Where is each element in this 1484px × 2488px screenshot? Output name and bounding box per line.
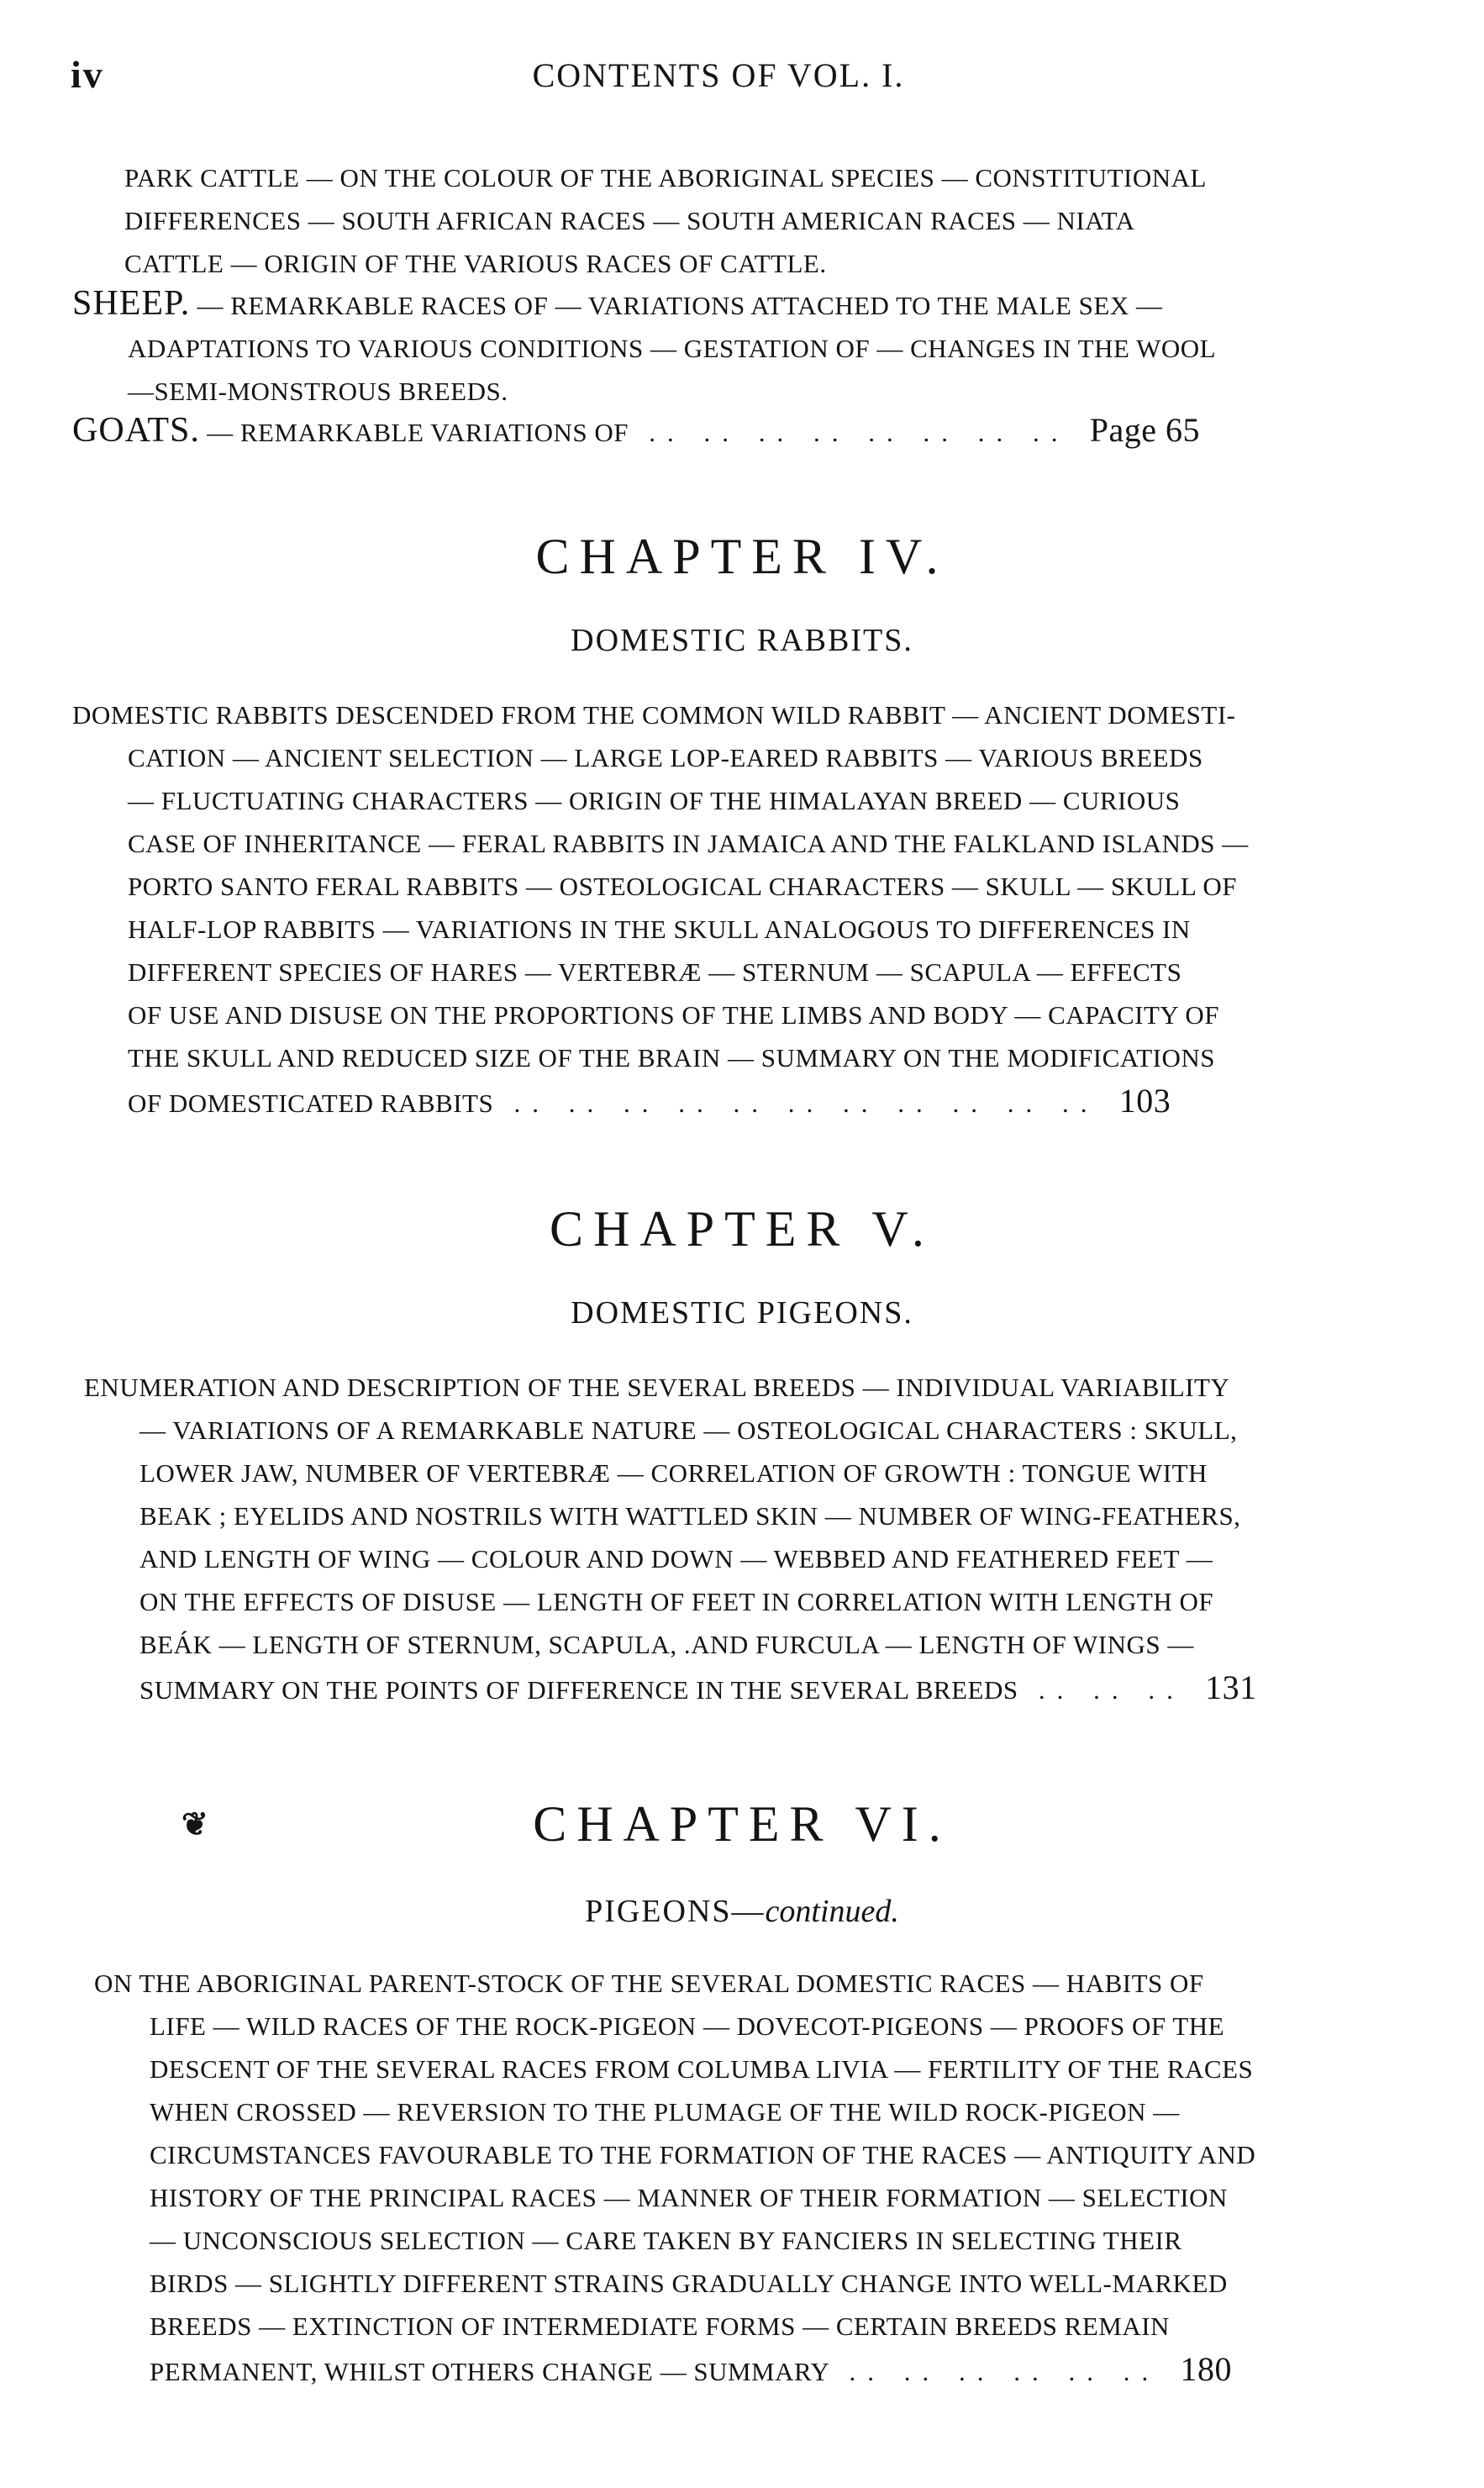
dot-leader: .. .. .. .. .. .. bbox=[849, 2357, 1160, 2386]
entry-line: — VARIATIONS OF A REMARKABLE NATURE — OSTEOLOGICAL CHARACTERS : SKULL, bbox=[139, 1415, 1238, 1445]
entry-line: ADAPTATIONS TO VARIOUS CONDITIONS — GESTATION OF — CHANGES IN THE WOOL bbox=[128, 334, 1217, 363]
entry-line: —SEMI-MONSTROUS BREEDS. bbox=[128, 377, 508, 406]
entry-line bbox=[94, 2348, 1402, 2393]
entry-line: OF USE AND DISUSE ON THE PROPORTIONS OF THE LIMBS AND BODY — CAPACITY OF bbox=[128, 1000, 1220, 1030]
entry-text: SUMMARY ON THE POINTS OF DIFFERENCE IN THE SEVERAL BREEDS bbox=[139, 1675, 1018, 1705]
entry-line: CIRCUMSTANCES FAVOURABLE TO THE FORMATION OF THE RACES — ANTIQUITY AND bbox=[150, 2140, 1256, 2169]
entry-line: BEAK ; EYELIDS AND NOSTRILS WITH WATTLED SKIN — NUMBER OF WING-FEATHERS, bbox=[139, 1501, 1241, 1531]
chapter-title: CHAPTER V. bbox=[550, 1201, 934, 1257]
dot-leader: .. .. .. bbox=[1038, 1675, 1185, 1705]
entry-line: LIFE — WILD RACES OF THE ROCK-PIGEON — DOVECOT-PIGEONS — PROOFS OF THE bbox=[150, 2011, 1225, 2041]
entry-line: THE SKULL AND REDUCED SIZE OF THE BRAIN — SUMMARY ON THE MODIFICATIONS bbox=[128, 1043, 1215, 1073]
entry-line: — FLUCTUATING CHARACTERS — ORIGIN OF THE HIMALAYAN BREED — CURIOUS bbox=[128, 786, 1181, 815]
entry-line: ENUMERATION AND DESCRIPTION OF THE SEVERAL BREEDS — INDIVIDUAL VARIABILITY bbox=[84, 1373, 1230, 1402]
entry-line bbox=[72, 282, 1376, 327]
entry-line: PARK CATTLE — ON THE COLOUR OF THE ABORIGINAL SPECIES — CONSTITUTIONAL bbox=[124, 163, 1207, 192]
chapter-synopsis bbox=[94, 1962, 1402, 2393]
entry-line bbox=[84, 1666, 1395, 1711]
entry-text: PERMANENT, WHILST OTHERS CHANGE — SUMMARY bbox=[150, 2357, 829, 2386]
entry-lead: GOATS. bbox=[72, 411, 200, 450]
entry-line: PORTO SANTO FERAL RABBITS — OSTEOLOGICAL CHARACTERS — SKULL — SKULL OF bbox=[128, 872, 1238, 901]
entry-line: WHEN CROSSED — REVERSION TO THE PLUMAGE OF THE WILD ROCK-PIGEON — bbox=[150, 2097, 1180, 2127]
page-header bbox=[71, 52, 1366, 103]
entry-line bbox=[72, 409, 1376, 454]
entry-text-wrap bbox=[72, 411, 629, 450]
cattle-entry bbox=[124, 156, 1376, 285]
entry-line: LOWER JAW, NUMBER OF VERTEBRÆ — CORRELATION OF GROWTH : TONGUE WITH bbox=[139, 1458, 1208, 1488]
entry-line: ON THE ABORIGINAL PARENT-STOCK OF THE SEVERAL DOMESTIC RACES — HABITS OF bbox=[94, 1969, 1204, 1998]
goats-entry bbox=[72, 409, 1376, 454]
entry-line: HISTORY OF THE PRINCIPAL RACES — MANNER OF THEIR FORMATION — SELECTION bbox=[150, 2183, 1228, 2212]
page-reference: 103 bbox=[1118, 1082, 1171, 1120]
entry-line: DOMESTIC RABBITS DESCENDED FROM THE COMMON WILD RABBIT — ANCIENT DOMESTI- bbox=[72, 700, 1236, 730]
entry-line: BEÁK — LENGTH OF STERNUM, SCAPULA, .AND FURCULA — LENGTH OF WINGS — bbox=[139, 1630, 1194, 1659]
entry-line: — UNCONSCIOUS SELECTION — CARE TAKEN BY FANCIERS IN SELECTING THEIR bbox=[150, 2226, 1182, 2255]
page-reference: Page 65 bbox=[1089, 411, 1201, 449]
entry-text: OF DOMESTICATED RABBITS bbox=[128, 1088, 494, 1118]
entry-line: BIRDS — SLIGHTLY DIFFERENT STRAINS GRADUALLY CHANGE INTO WELL-MARKED bbox=[150, 2269, 1228, 2298]
entry-lead: SHEEP. bbox=[72, 284, 191, 323]
chapter-subtitle: DOMESTIC RABBITS. bbox=[571, 623, 913, 658]
subtitle-italic: continued. bbox=[765, 1894, 899, 1929]
entry-line: BREEDS — EXTINCTION OF INTERMEDIATE FORMS — CERTAIN BREEDS REMAIN bbox=[150, 2311, 1170, 2341]
printer-ornament: ❦ bbox=[182, 1807, 208, 1842]
entry-text: — REMARKABLE VARIATIONS OF bbox=[199, 418, 629, 447]
subtitle-main: PIGEONS— bbox=[585, 1894, 766, 1929]
running-head: CONTENTS OF VOL. I. bbox=[532, 56, 905, 94]
page-number: iv bbox=[71, 53, 104, 96]
chapter-subtitle: DOMESTIC PIGEONS. bbox=[571, 1295, 913, 1331]
page-reference: 131 bbox=[1205, 1668, 1257, 1706]
chapter-synopsis bbox=[84, 1366, 1395, 1711]
entry-line: AND LENGTH OF WING — COLOUR AND DOWN — WEBBED AND FEATHERED FEET — bbox=[139, 1544, 1213, 1573]
dot-leader: .. .. .. .. .. .. .. .. bbox=[649, 418, 1070, 447]
entry-line: CASE OF INHERITANCE — FERAL RABBITS IN JAMAICA AND THE FALKLAND ISLANDS — bbox=[128, 829, 1249, 858]
page-reference: 180 bbox=[1180, 2350, 1232, 2388]
dot-leader: .. .. .. .. .. .. .. .. .. .. .. bbox=[513, 1088, 1099, 1118]
entry-line: DESCENT OF THE SEVERAL RACES FROM COLUMBA LIVIA — FERTILITY OF THE RACES bbox=[150, 2054, 1254, 2084]
entry-line: DIFFERENCES — SOUTH AFRICAN RACES — SOUTH AMERICAN RACES — NIATA bbox=[124, 206, 1135, 235]
entry-line: CATION — ANCIENT SELECTION — LARGE LOP-EARED RABBITS — VARIOUS BREEDS bbox=[128, 743, 1203, 772]
chapter-title: CHAPTER VI. bbox=[533, 1796, 951, 1852]
entry-line: ON THE EFFECTS OF DISUSE — LENGTH OF FEET IN CORRELATION WITH LENGTH OF bbox=[139, 1587, 1214, 1616]
chapter-synopsis bbox=[72, 693, 1383, 1125]
chapter-subtitle bbox=[0, 1893, 1484, 1930]
entry-line: DIFFERENT SPECIES OF HARES — VERTEBRÆ — STERNUM — SCAPULA — EFFECTS bbox=[128, 957, 1182, 987]
entry-line bbox=[72, 1079, 1383, 1125]
chapter-title: CHAPTER IV. bbox=[535, 529, 949, 584]
entry-line: HALF-LOP RABBITS — VARIATIONS IN THE SKULL ANALOGOUS TO DIFFERENCES IN bbox=[128, 915, 1191, 944]
entry-line: CATTLE — ORIGIN OF THE VARIOUS RACES OF CATTLE. bbox=[124, 249, 827, 278]
sheep-entry bbox=[72, 282, 1376, 413]
entry-text: — REMARKABLE RACES OF — VARIATIONS ATTACHED TO THE MALE SEX — bbox=[190, 291, 1163, 320]
